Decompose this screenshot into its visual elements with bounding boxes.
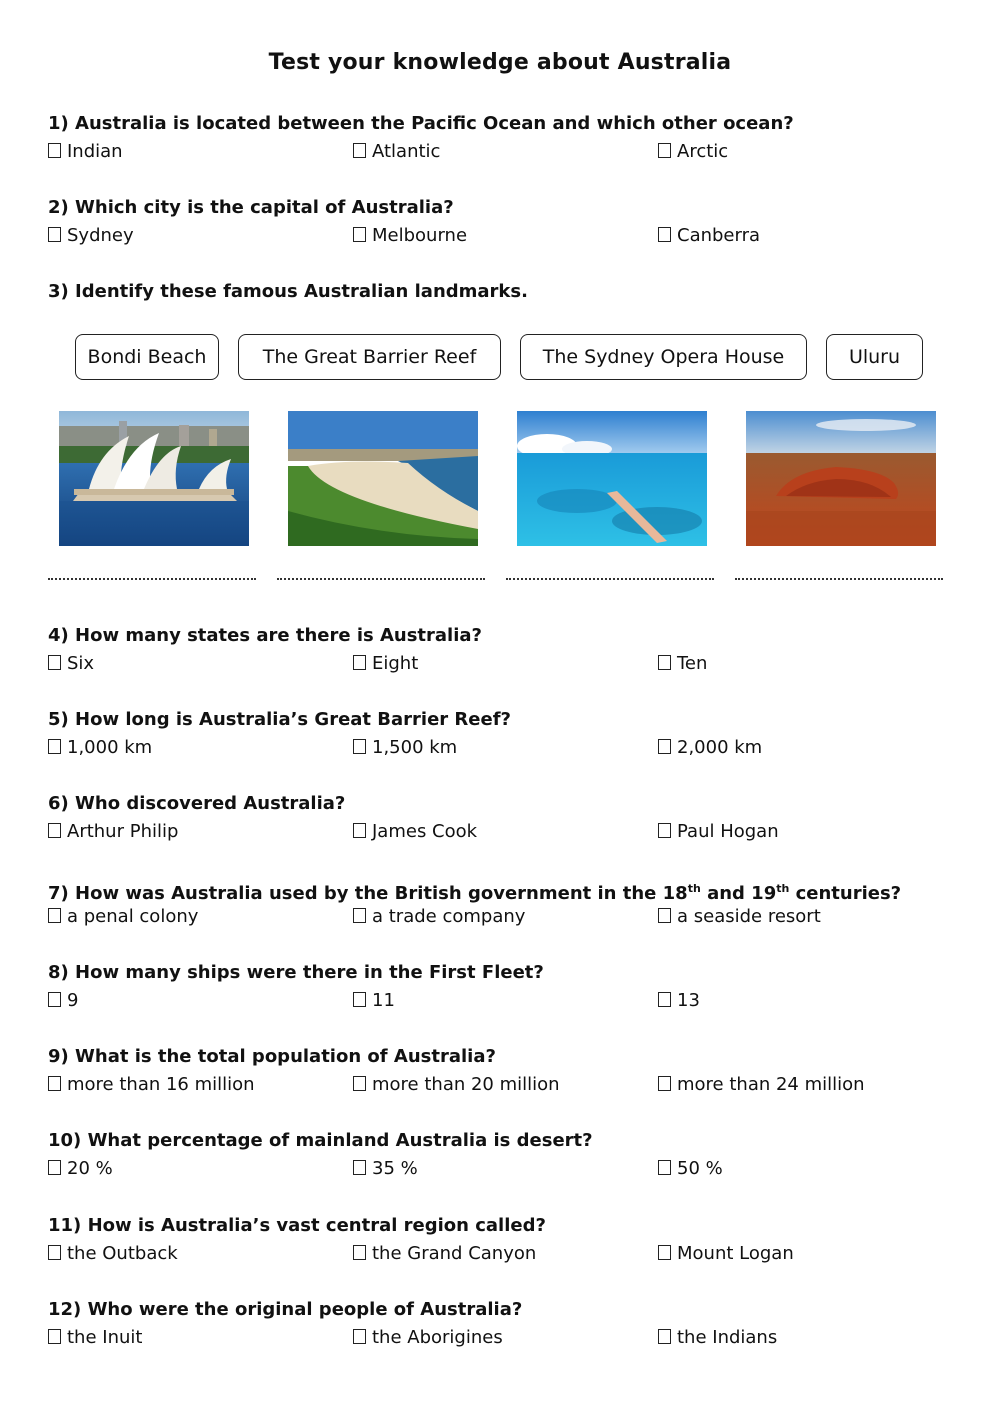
question-text: 6) Who discovered Australia? xyxy=(48,793,346,814)
checkbox-icon[interactable] xyxy=(48,1245,61,1260)
checkbox-icon[interactable] xyxy=(48,1160,61,1175)
checkbox-icon[interactable] xyxy=(353,1329,366,1344)
checkbox-icon[interactable] xyxy=(658,1329,671,1344)
uluru-photo xyxy=(746,411,936,546)
question-4 xyxy=(48,622,968,678)
checkbox-icon[interactable] xyxy=(353,1076,366,1091)
question-text: 8) How many ships were there in the First Fleet? xyxy=(48,962,544,983)
checkbox-icon[interactable] xyxy=(353,1245,366,1260)
question-text: 5) How long is Australia’s Great Barrier Reef? xyxy=(48,709,511,730)
question-text: 9) What is the total population of Australia? xyxy=(48,1046,496,1067)
checkbox-icon[interactable] xyxy=(48,823,61,838)
bondi-beach-photo xyxy=(288,411,478,546)
option[interactable]: Paul Hogan xyxy=(658,818,779,846)
option[interactable]: a seaside resort xyxy=(658,903,821,931)
checkbox-icon[interactable] xyxy=(353,655,366,670)
checkbox-icon[interactable] xyxy=(658,1076,671,1091)
question-text: 2) Which city is the capital of Australia? xyxy=(48,197,454,218)
checkbox-icon[interactable] xyxy=(658,655,671,670)
answer-blank-3[interactable] xyxy=(506,568,714,580)
answer-blank-4[interactable] xyxy=(735,568,943,580)
option[interactable]: Melbourne xyxy=(353,222,467,250)
question-9 xyxy=(48,1043,968,1099)
question-1 xyxy=(48,110,968,166)
checkbox-icon[interactable] xyxy=(658,1245,671,1260)
word-great-barrier-reef[interactable]: The Great Barrier Reef xyxy=(238,334,501,380)
option[interactable]: Mount Logan xyxy=(658,1240,794,1268)
checkbox-icon[interactable] xyxy=(353,227,366,242)
checkbox-icon[interactable] xyxy=(353,1160,366,1175)
option[interactable]: more than 20 million xyxy=(353,1071,560,1099)
option[interactable]: Six xyxy=(48,650,94,678)
option[interactable]: 11 xyxy=(353,987,395,1015)
checkbox-icon[interactable] xyxy=(658,739,671,754)
checkbox-icon[interactable] xyxy=(48,739,61,754)
checkbox-icon[interactable] xyxy=(658,227,671,242)
question-text: 11) How is Australia’s vast central region called? xyxy=(48,1215,546,1236)
question-text: 10) What percentage of mainland Australia is desert? xyxy=(48,1130,593,1151)
question-10 xyxy=(48,1127,968,1183)
checkbox-icon[interactable] xyxy=(48,1076,61,1091)
checkbox-icon[interactable] xyxy=(658,1160,671,1175)
question-2 xyxy=(48,194,968,250)
question-text: 1) Australia is located between the Pacific Ocean and which other ocean? xyxy=(48,113,794,134)
great-barrier-reef-photo xyxy=(517,411,707,546)
checkbox-icon[interactable] xyxy=(48,227,61,242)
question-12 xyxy=(48,1296,968,1352)
word-bank xyxy=(0,334,1000,382)
checkbox-icon[interactable] xyxy=(353,143,366,158)
option[interactable]: 9 xyxy=(48,987,78,1015)
option[interactable]: Ten xyxy=(658,650,707,678)
option[interactable]: more than 16 million xyxy=(48,1071,255,1099)
option[interactable]: the Outback xyxy=(48,1240,178,1268)
landmark-images xyxy=(0,410,1000,550)
checkbox-icon[interactable] xyxy=(48,1329,61,1344)
option[interactable]: the Grand Canyon xyxy=(353,1240,536,1268)
answer-blank-1[interactable] xyxy=(48,568,256,580)
checkbox-icon[interactable] xyxy=(48,992,61,1007)
question-7 xyxy=(48,875,968,931)
question-text: 7) How was Australia used by the British government in the 18th and 19th centuries? xyxy=(48,882,902,904)
option[interactable]: Arctic xyxy=(658,138,728,166)
option[interactable]: the Aborigines xyxy=(353,1324,503,1352)
checkbox-icon[interactable] xyxy=(48,655,61,670)
sydney-opera-house-photo xyxy=(59,411,249,546)
option[interactable]: Indian xyxy=(48,138,123,166)
option[interactable]: more than 24 million xyxy=(658,1071,865,1099)
option[interactable]: 1,500 km xyxy=(353,734,457,762)
checkbox-icon[interactable] xyxy=(353,739,366,754)
question-6 xyxy=(48,790,968,846)
checkbox-icon[interactable] xyxy=(353,908,366,923)
checkbox-icon[interactable] xyxy=(353,823,366,838)
checkbox-icon[interactable] xyxy=(658,143,671,158)
option[interactable]: 20 % xyxy=(48,1155,113,1183)
word-sydney-opera-house[interactable]: The Sydney Opera House xyxy=(520,334,807,380)
checkbox-icon[interactable] xyxy=(658,823,671,838)
option[interactable]: 50 % xyxy=(658,1155,723,1183)
checkbox-icon[interactable] xyxy=(658,908,671,923)
word-bondi-beach[interactable]: Bondi Beach xyxy=(75,334,219,380)
option[interactable]: Canberra xyxy=(658,222,760,250)
question-8 xyxy=(48,959,968,1015)
checkbox-icon[interactable] xyxy=(658,992,671,1007)
option[interactable]: Eight xyxy=(353,650,418,678)
answer-blank-2[interactable] xyxy=(277,568,485,580)
checkbox-icon[interactable] xyxy=(48,908,61,923)
word-uluru[interactable]: Uluru xyxy=(826,334,923,380)
checkbox-icon[interactable] xyxy=(353,992,366,1007)
option[interactable]: a trade company xyxy=(353,903,525,931)
option[interactable]: Atlantic xyxy=(353,138,440,166)
question-text: 4) How many states are there is Australia? xyxy=(48,625,482,646)
question-3 xyxy=(48,278,968,306)
question-11 xyxy=(48,1212,968,1268)
option[interactable]: Sydney xyxy=(48,222,134,250)
option[interactable]: James Cook xyxy=(353,818,477,846)
option[interactable]: Arthur Philip xyxy=(48,818,178,846)
option[interactable]: a penal colony xyxy=(48,903,198,931)
option[interactable]: the Inuit xyxy=(48,1324,142,1352)
option[interactable]: 13 xyxy=(658,987,700,1015)
option[interactable]: the Indians xyxy=(658,1324,777,1352)
checkbox-icon[interactable] xyxy=(48,143,61,158)
question-text: 12) Who were the original people of Australia? xyxy=(48,1299,523,1320)
question-text: 3) Identify these famous Australian landmarks. xyxy=(48,281,528,302)
page-title: Test your knowledge about Australia xyxy=(268,50,732,75)
option[interactable]: 35 % xyxy=(353,1155,418,1183)
option[interactable]: 1,000 km xyxy=(48,734,152,762)
option[interactable]: 2,000 km xyxy=(658,734,762,762)
question-5 xyxy=(48,706,968,762)
